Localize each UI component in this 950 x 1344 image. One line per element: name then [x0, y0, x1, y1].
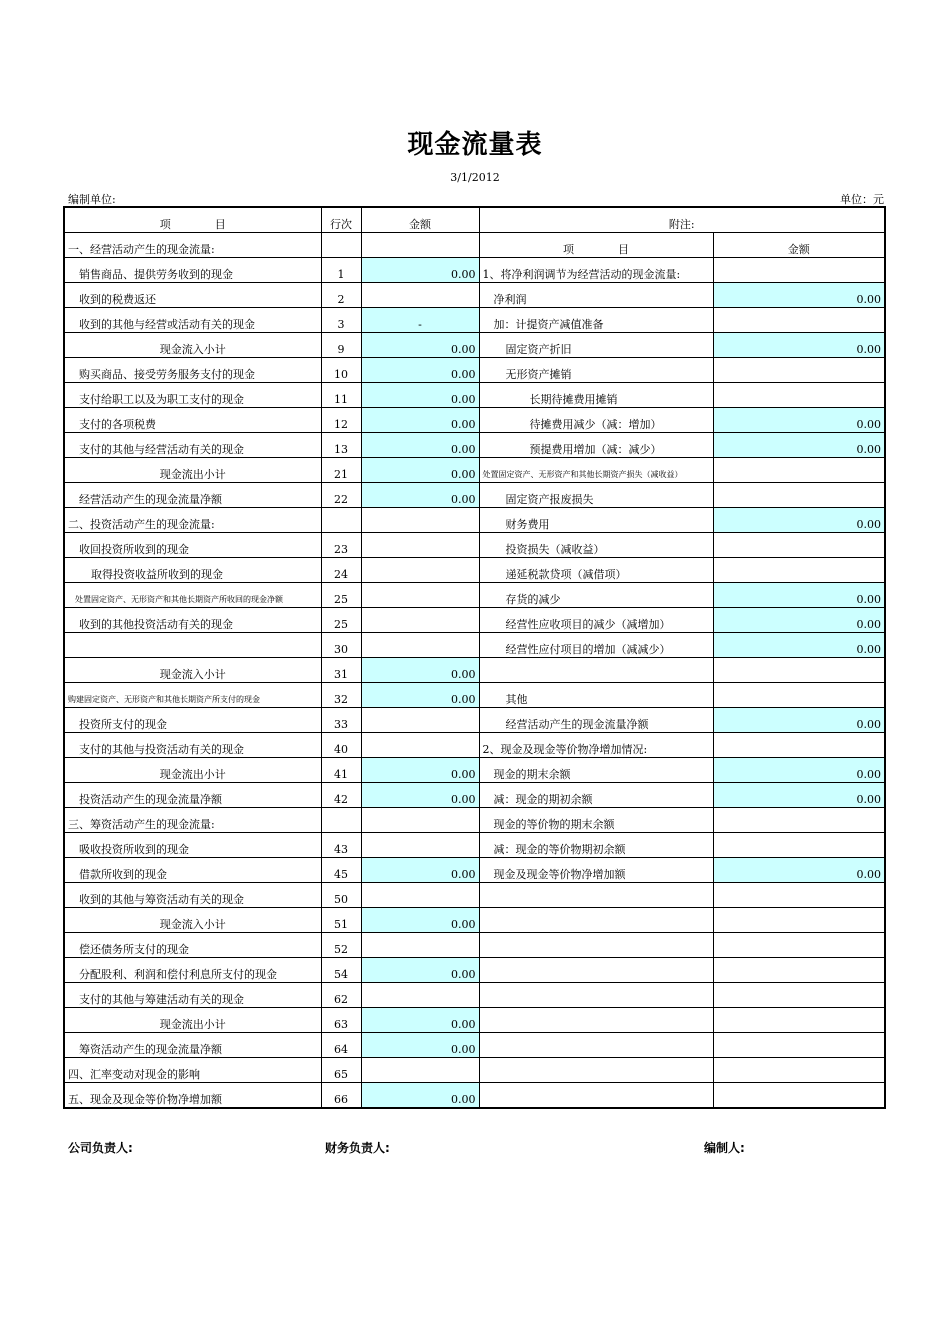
table-row: [64, 733, 885, 758]
amount-cell: [361, 558, 479, 583]
line-cell: 63: [321, 1008, 361, 1033]
note-amount-cell: [713, 458, 885, 483]
note-amount-cell: [713, 908, 885, 933]
line-cell: 41: [321, 758, 361, 783]
amount-cell: [361, 633, 479, 658]
item-cell: 五、现金及现金等价物净增加额: [64, 1083, 321, 1109]
amount-cell: [361, 733, 479, 758]
item-cell: 四、汇率变动对现金的影响: [64, 1058, 321, 1083]
item-cell: 购建固定资产、无形资产和其他长期资产所支付的现金: [64, 683, 321, 708]
table-row: [64, 458, 885, 483]
table-row: [64, 333, 885, 358]
note-amount-cell: [713, 733, 885, 758]
item-cell: 收到的其他与经营或活动有关的现金: [64, 308, 321, 333]
line-cell: 50: [321, 883, 361, 908]
line-cell: 3: [321, 308, 361, 333]
table-row: [64, 608, 885, 633]
note-amount-cell: [713, 1033, 885, 1058]
note-amount-cell: [713, 558, 885, 583]
amount-cell: 0.00: [361, 1083, 479, 1109]
item-cell: 偿还债务所支付的现金: [64, 933, 321, 958]
table-row: [64, 658, 885, 683]
line-cell: 45: [321, 858, 361, 883]
org-label: 编制单位:: [68, 193, 116, 206]
line-cell: 62: [321, 983, 361, 1008]
company-head-label: 公司负责人:: [68, 1141, 133, 1155]
line-cell: 42: [321, 783, 361, 808]
amount-cell: [361, 583, 479, 608]
note-amount-cell: [713, 483, 885, 508]
table-row: [64, 283, 885, 308]
amount-cell: 0.00: [361, 333, 479, 358]
amount-cell: [361, 508, 479, 533]
table-row: [64, 383, 885, 408]
note-item-cell: 现金及现金等价物净增加额: [479, 858, 713, 883]
item-cell: 三、筹资活动产生的现金流量:: [64, 808, 321, 833]
table-row: [64, 308, 885, 333]
item-cell: 收到的其他投资活动有关的现金: [64, 608, 321, 633]
line-cell: 11: [321, 383, 361, 408]
header-row: [64, 207, 885, 233]
table-row: [64, 758, 885, 783]
item-cell: 现金流入小计: [64, 658, 321, 683]
line-cell: 52: [321, 933, 361, 958]
note-amount-cell: [713, 1083, 885, 1109]
note-header-amount: 金额: [713, 233, 885, 258]
note-item-cell: 其他: [479, 683, 713, 708]
note-amount-cell: [713, 1008, 885, 1033]
line-cell: [321, 808, 361, 833]
header-item: 项 目: [64, 207, 321, 233]
note-item-cell: 待摊费用减少（减：增加）: [479, 408, 713, 433]
item-cell: 借款所收到的现金: [64, 858, 321, 883]
amount-cell: 0.00: [361, 358, 479, 383]
note-item-cell: 2、现金及现金等价物净增加情况:: [479, 733, 713, 758]
item-cell: 购买商品、接受劳务服务支付的现金: [64, 358, 321, 383]
note-item-cell: 无形资产摊销: [479, 358, 713, 383]
note-item-cell: 现金的等价物的期末余额: [479, 808, 713, 833]
table-row: [64, 883, 885, 908]
amount-cell: 0.00: [361, 433, 479, 458]
item-cell: 取得投资收益所收到的现金: [64, 558, 321, 583]
amount-cell: 0.00: [361, 258, 479, 283]
table-row: [64, 1058, 885, 1083]
table-row: [64, 233, 885, 258]
header-amount: 金额: [361, 207, 479, 233]
note-item-cell: [479, 1008, 713, 1033]
note-item-cell: 预提费用增加（减：减少）: [479, 433, 713, 458]
item-cell: 投资所支付的现金: [64, 708, 321, 733]
table-row: [64, 1033, 885, 1058]
amount-cell: [361, 283, 479, 308]
line-cell: [321, 233, 361, 258]
amount-cell: [361, 983, 479, 1008]
note-item-cell: [479, 883, 713, 908]
table-row: [64, 683, 885, 708]
item-cell: 一、经营活动产生的现金流量:: [64, 233, 321, 258]
note-amount-cell: [713, 308, 885, 333]
item-cell: 处置固定资产、无形资产和其他长期资产所收回的现金净额: [64, 583, 321, 608]
line-cell: 51: [321, 908, 361, 933]
note-amount-cell: [713, 833, 885, 858]
amount-cell: [361, 533, 479, 558]
line-cell: [321, 508, 361, 533]
amount-cell: [361, 608, 479, 633]
amount-cell: 0.00: [361, 483, 479, 508]
note-item-cell: 1、将净利润调节为经营活动的现金流量:: [479, 258, 713, 283]
note-amount-cell: [713, 983, 885, 1008]
line-cell: 2: [321, 283, 361, 308]
item-cell: [64, 633, 321, 658]
amount-cell: [361, 833, 479, 858]
table-row: [64, 858, 885, 883]
amount-cell: 0.00: [361, 1033, 479, 1058]
table-row: [64, 633, 885, 658]
amount-cell: [361, 883, 479, 908]
note-item-cell: 递延税款贷项（减借项）: [479, 558, 713, 583]
note-amount-cell: [713, 1058, 885, 1083]
table-row: [64, 1083, 885, 1109]
unit-label: 单位：元: [840, 193, 884, 206]
line-cell: 9: [321, 333, 361, 358]
table-row: [64, 408, 885, 433]
line-cell: 24: [321, 558, 361, 583]
note-amount-cell: 0.00: [713, 758, 885, 783]
item-cell: 投资活动产生的现金流量净额: [64, 783, 321, 808]
note-item-cell: 加：计提资产减值准备: [479, 308, 713, 333]
item-cell: 支付的其他与投资活动有关的现金: [64, 733, 321, 758]
line-cell: 22: [321, 483, 361, 508]
table-row: [64, 558, 885, 583]
amount-cell: 0.00: [361, 958, 479, 983]
amount-cell: 0.00: [361, 783, 479, 808]
note-amount-cell: 0.00: [713, 608, 885, 633]
table-row: [64, 483, 885, 508]
amount-cell: [361, 708, 479, 733]
item-cell: 现金流入小计: [64, 908, 321, 933]
line-cell: 25: [321, 608, 361, 633]
page-title: 现金流量表: [407, 130, 543, 160]
line-cell: 12: [321, 408, 361, 433]
line-cell: 32: [321, 683, 361, 708]
line-cell: 23: [321, 533, 361, 558]
item-cell: 销售商品、提供劳务收到的现金: [64, 258, 321, 283]
item-cell: 收回投资所收到的现金: [64, 533, 321, 558]
note-amount-cell: [713, 933, 885, 958]
note-amount-cell: [713, 533, 885, 558]
amount-cell: [361, 933, 479, 958]
note-amount-cell: [713, 958, 885, 983]
note-amount-cell: 0.00: [713, 333, 885, 358]
amount-cell: 0.00: [361, 758, 479, 783]
report-date: 3/1/2012: [450, 171, 500, 184]
item-cell: 支付的其他与筹建活动有关的现金: [64, 983, 321, 1008]
line-cell: 21: [321, 458, 361, 483]
note-amount-cell: 0.00: [713, 708, 885, 733]
item-cell: 收到的其他与筹资活动有关的现金: [64, 883, 321, 908]
item-cell: 吸收投资所收到的现金: [64, 833, 321, 858]
table-row: [64, 958, 885, 983]
amount-cell: [361, 808, 479, 833]
note-item-cell: 长期待摊费用摊销: [479, 383, 713, 408]
note-amount-cell: 0.00: [713, 433, 885, 458]
note-item-cell: [479, 658, 713, 683]
line-cell: 13: [321, 433, 361, 458]
item-cell: 分配股利、利润和偿付利息所支付的现金: [64, 958, 321, 983]
line-cell: 31: [321, 658, 361, 683]
note-amount-cell: 0.00: [713, 783, 885, 808]
note-amount-cell: [713, 658, 885, 683]
amount-cell: -: [361, 308, 479, 333]
line-cell: 54: [321, 958, 361, 983]
line-cell: 33: [321, 708, 361, 733]
note-header-item: 项 目: [479, 233, 713, 258]
note-item-cell: 处置固定资产、无形资产和其他长期资产损失（减收益）: [479, 458, 713, 483]
note-item-cell: [479, 933, 713, 958]
note-amount-cell: 0.00: [713, 508, 885, 533]
note-amount-cell: [713, 683, 885, 708]
amount-cell: 0.00: [361, 908, 479, 933]
note-item-cell: 减：现金的等价物期初余额: [479, 833, 713, 858]
line-cell: 40: [321, 733, 361, 758]
amount-cell: [361, 233, 479, 258]
item-cell: 现金流出小计: [64, 1008, 321, 1033]
note-item-cell: [479, 1083, 713, 1109]
note-item-cell: 投资损失（减收益）: [479, 533, 713, 558]
table-row: [64, 983, 885, 1008]
amount-cell: 0.00: [361, 658, 479, 683]
table-row: [64, 1008, 885, 1033]
note-item-cell: [479, 908, 713, 933]
note-amount-cell: [713, 258, 885, 283]
header-note: 附注:: [479, 207, 885, 233]
note-item-cell: [479, 958, 713, 983]
note-amount-cell: 0.00: [713, 283, 885, 308]
table-row: [64, 583, 885, 608]
table-row: [64, 358, 885, 383]
line-cell: 30: [321, 633, 361, 658]
line-cell: 25: [321, 583, 361, 608]
note-item-cell: 经营性应付项目的增加（减减少）: [479, 633, 713, 658]
item-cell: 现金流出小计: [64, 458, 321, 483]
item-cell: 收到的税费返还: [64, 283, 321, 308]
note-item-cell: 固定资产报废损失: [479, 483, 713, 508]
amount-cell: 0.00: [361, 858, 479, 883]
amount-cell: 0.00: [361, 408, 479, 433]
line-cell: 64: [321, 1033, 361, 1058]
note-item-cell: 减：现金的期初余额: [479, 783, 713, 808]
note-item-cell: [479, 1058, 713, 1083]
preparer-label: 编制人:: [704, 1141, 745, 1155]
note-item-cell: [479, 983, 713, 1008]
cash-flow-table: [63, 206, 886, 1109]
item-cell: 支付的各项税费: [64, 408, 321, 433]
table-row: [64, 783, 885, 808]
note-amount-cell: 0.00: [713, 583, 885, 608]
item-cell: 二、投资活动产生的现金流量:: [64, 508, 321, 533]
table-row: [64, 508, 885, 533]
table-row: [64, 833, 885, 858]
table-row: [64, 708, 885, 733]
note-amount-cell: 0.00: [713, 858, 885, 883]
note-amount-cell: 0.00: [713, 408, 885, 433]
item-cell: 经营活动产生的现金流量净额: [64, 483, 321, 508]
note-item-cell: 存货的减少: [479, 583, 713, 608]
note-amount-cell: 0.00: [713, 633, 885, 658]
line-cell: 66: [321, 1083, 361, 1109]
item-cell: 现金流出小计: [64, 758, 321, 783]
line-cell: 43: [321, 833, 361, 858]
amount-cell: 0.00: [361, 1008, 479, 1033]
table-row: [64, 533, 885, 558]
note-amount-cell: [713, 883, 885, 908]
table-row: [64, 908, 885, 933]
note-item-cell: 财务费用: [479, 508, 713, 533]
item-cell: 筹资活动产生的现金流量净额: [64, 1033, 321, 1058]
amount-cell: [361, 1058, 479, 1083]
note-item-cell: [479, 1033, 713, 1058]
note-amount-cell: [713, 808, 885, 833]
amount-cell: 0.00: [361, 683, 479, 708]
note-amount-cell: [713, 358, 885, 383]
item-cell: 支付的其他与经营活动有关的现金: [64, 433, 321, 458]
note-item-cell: 净利润: [479, 283, 713, 308]
table-row: [64, 933, 885, 958]
note-item-cell: 现金的期末余额: [479, 758, 713, 783]
table-row: [64, 433, 885, 458]
item-cell: 现金流入小计: [64, 333, 321, 358]
note-item-cell: 经营活动产生的现金流量净额: [479, 708, 713, 733]
amount-cell: 0.00: [361, 383, 479, 408]
table-row: [64, 258, 885, 283]
line-cell: 1: [321, 258, 361, 283]
note-item-cell: 固定资产折旧: [479, 333, 713, 358]
line-cell: 65: [321, 1058, 361, 1083]
line-cell: 10: [321, 358, 361, 383]
item-cell: 支付给职工以及为职工支付的现金: [64, 383, 321, 408]
finance-head-label: 财务负责人:: [325, 1141, 390, 1155]
table-row: [64, 808, 885, 833]
amount-cell: 0.00: [361, 458, 479, 483]
note-item-cell: 经营性应收项目的减少（减增加）: [479, 608, 713, 633]
header-line: 行次: [321, 207, 361, 233]
note-amount-cell: [713, 383, 885, 408]
